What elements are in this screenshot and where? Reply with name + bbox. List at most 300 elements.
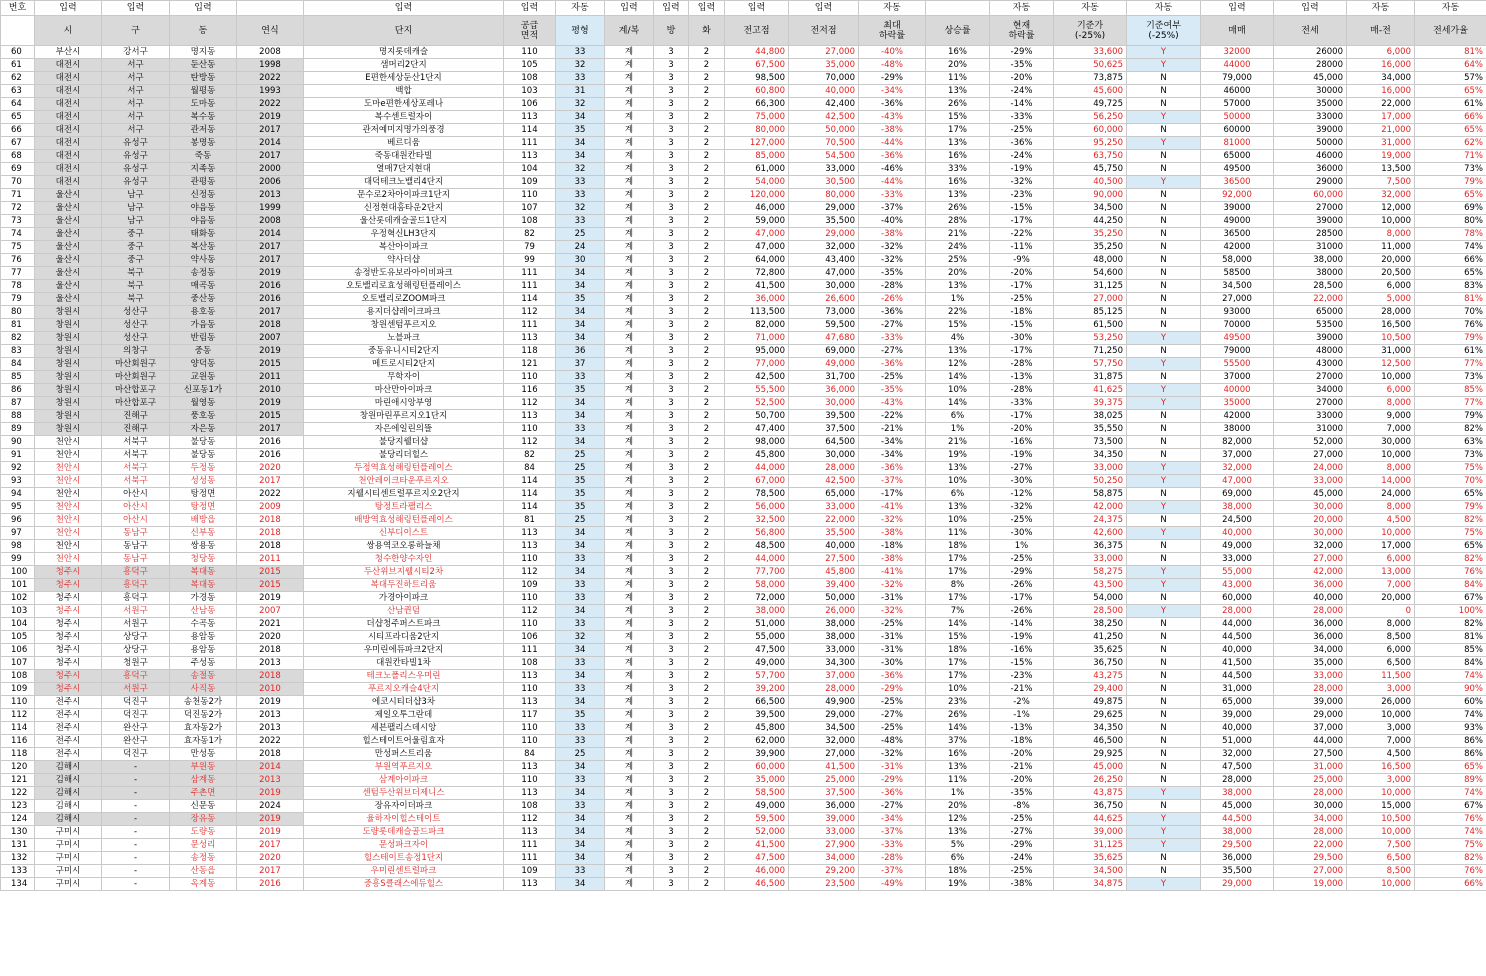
cell[interactable]: 34 bbox=[556, 839, 605, 852]
cell[interactable]: 79% bbox=[1415, 410, 1486, 423]
cell[interactable]: 오토밸리로ZOOM파크 bbox=[304, 293, 504, 306]
cell[interactable]: 복대두진하트리움 bbox=[304, 579, 504, 592]
cell[interactable]: 105 bbox=[504, 59, 556, 72]
cell[interactable]: 65% bbox=[1415, 488, 1486, 501]
cell[interactable]: 6% bbox=[926, 410, 990, 423]
cell[interactable]: 47,680 bbox=[789, 332, 859, 345]
cell[interactable]: 부원동 bbox=[170, 761, 237, 774]
cell[interactable]: 1999 bbox=[237, 202, 304, 215]
cell[interactable]: 계 bbox=[605, 488, 654, 501]
row-number[interactable]: 79 bbox=[1, 293, 35, 306]
cell[interactable]: -29% bbox=[990, 839, 1054, 852]
cell[interactable]: 86% bbox=[1415, 735, 1486, 748]
cell[interactable]: 57,700 bbox=[725, 670, 789, 683]
cell[interactable]: N bbox=[1127, 657, 1201, 670]
cell[interactable]: 63% bbox=[1415, 436, 1486, 449]
cell[interactable]: 힐스테이트어울림효자 bbox=[304, 735, 504, 748]
table-row[interactable] bbox=[1, 566, 1486, 579]
cell[interactable]: 3 bbox=[654, 540, 689, 553]
cell[interactable]: 44000 bbox=[1201, 59, 1274, 72]
cell[interactable]: 북구 bbox=[102, 280, 170, 293]
cell[interactable]: -36% bbox=[859, 358, 926, 371]
cell[interactable]: 109 bbox=[504, 865, 556, 878]
cell[interactable]: 34000 bbox=[1274, 384, 1347, 397]
cell[interactable]: 40,500 bbox=[1054, 176, 1127, 189]
cell[interactable]: 3 bbox=[654, 59, 689, 72]
cell[interactable]: 36,000 bbox=[789, 800, 859, 813]
cell[interactable]: 10,000 bbox=[1347, 787, 1415, 800]
cell[interactable]: 덕진구 bbox=[102, 696, 170, 709]
cell[interactable]: 17% bbox=[926, 592, 990, 605]
cell[interactable]: 2014 bbox=[237, 228, 304, 241]
cell[interactable]: N bbox=[1127, 553, 1201, 566]
column-header[interactable]: 화 bbox=[689, 16, 725, 46]
cell[interactable]: 33 bbox=[556, 800, 605, 813]
row-number[interactable]: 75 bbox=[1, 241, 35, 254]
cell[interactable]: 24,000 bbox=[1274, 462, 1347, 475]
cell[interactable]: 2019 bbox=[237, 826, 304, 839]
cell[interactable]: -24% bbox=[990, 150, 1054, 163]
cell[interactable]: 34 bbox=[556, 696, 605, 709]
cell[interactable]: 문성리 bbox=[170, 839, 237, 852]
column-type-header[interactable]: 입력 bbox=[725, 1, 789, 16]
table-row[interactable] bbox=[1, 319, 1486, 332]
cell[interactable]: 10,000 bbox=[1347, 527, 1415, 540]
cell[interactable]: 계 bbox=[605, 748, 654, 761]
cell[interactable]: 지족동 bbox=[170, 163, 237, 176]
cell[interactable]: -21% bbox=[859, 423, 926, 436]
cell[interactable]: 30,000 bbox=[789, 397, 859, 410]
cell[interactable]: 계 bbox=[605, 98, 654, 111]
cell[interactable]: -31% bbox=[859, 631, 926, 644]
cell[interactable]: 80,000 bbox=[789, 189, 859, 202]
cell[interactable]: 3 bbox=[654, 267, 689, 280]
cell[interactable]: -25% bbox=[990, 514, 1054, 527]
cell[interactable]: 30,000 bbox=[1274, 800, 1347, 813]
cell[interactable]: 34 bbox=[556, 826, 605, 839]
cell[interactable]: 64,500 bbox=[789, 436, 859, 449]
cell[interactable]: 구미시 bbox=[35, 878, 102, 891]
cell[interactable]: 2022 bbox=[237, 98, 304, 111]
cell[interactable]: 79% bbox=[1415, 332, 1486, 345]
cell[interactable]: Y bbox=[1127, 527, 1201, 540]
cell[interactable]: 55,000 bbox=[725, 631, 789, 644]
cell[interactable]: 3 bbox=[654, 137, 689, 150]
cell[interactable]: 110 bbox=[504, 371, 556, 384]
cell[interactable]: 63,750 bbox=[1054, 150, 1127, 163]
cell[interactable]: 청수한양수자인 bbox=[304, 553, 504, 566]
cell[interactable]: 구미시 bbox=[35, 852, 102, 865]
cell[interactable]: -32% bbox=[859, 605, 926, 618]
cell[interactable]: 32,000 bbox=[1201, 748, 1274, 761]
cell[interactable]: 울산시 bbox=[35, 202, 102, 215]
cell[interactable]: 19% bbox=[926, 878, 990, 891]
cell[interactable]: 72,000 bbox=[725, 592, 789, 605]
cell[interactable]: -27% bbox=[859, 319, 926, 332]
cell[interactable]: 45,000 bbox=[1201, 800, 1274, 813]
cell[interactable]: 66% bbox=[1415, 254, 1486, 267]
row-number[interactable]: 66 bbox=[1, 124, 35, 137]
cell[interactable]: 천안레이크타운푸르지오 bbox=[304, 475, 504, 488]
cell[interactable]: 15,000 bbox=[1347, 800, 1415, 813]
table-row[interactable] bbox=[1, 683, 1486, 696]
cell[interactable]: 50,700 bbox=[725, 410, 789, 423]
cell[interactable]: 61,500 bbox=[1054, 319, 1127, 332]
cell[interactable]: 71,250 bbox=[1054, 345, 1127, 358]
cell[interactable]: 81 bbox=[504, 514, 556, 527]
cell[interactable]: 삼계동 bbox=[170, 774, 237, 787]
cell[interactable]: N bbox=[1127, 735, 1201, 748]
cell[interactable]: -19% bbox=[990, 631, 1054, 644]
cell[interactable]: 2007 bbox=[237, 605, 304, 618]
cell[interactable]: -25% bbox=[859, 722, 926, 735]
cell[interactable]: 부원역푸르지오 bbox=[304, 761, 504, 774]
cell[interactable]: 두정역효성해링턴플레이스 bbox=[304, 462, 504, 475]
cell[interactable]: 3 bbox=[654, 98, 689, 111]
cell[interactable]: 창원시 bbox=[35, 384, 102, 397]
cell[interactable]: 양덕동 bbox=[170, 358, 237, 371]
cell[interactable]: 2 bbox=[689, 176, 725, 189]
cell[interactable]: 27,000 bbox=[1274, 865, 1347, 878]
cell[interactable]: 14% bbox=[926, 371, 990, 384]
cell[interactable]: 울산시 bbox=[35, 241, 102, 254]
cell[interactable]: 3,000 bbox=[1347, 683, 1415, 696]
cell[interactable]: 10,000 bbox=[1347, 449, 1415, 462]
cell[interactable]: 2018 bbox=[237, 527, 304, 540]
cell[interactable]: 112 bbox=[504, 813, 556, 826]
cell[interactable]: 42000 bbox=[1201, 241, 1274, 254]
row-number[interactable]: 62 bbox=[1, 72, 35, 85]
cell[interactable]: 34 bbox=[556, 150, 605, 163]
cell[interactable]: -32% bbox=[859, 514, 926, 527]
column-header[interactable]: 전세 bbox=[1274, 16, 1347, 46]
cell[interactable]: 8,000 bbox=[1347, 501, 1415, 514]
cell[interactable]: 2010 bbox=[237, 683, 304, 696]
cell[interactable]: 120,000 bbox=[725, 189, 789, 202]
cell[interactable]: 8% bbox=[926, 579, 990, 592]
cell[interactable]: 월영동 bbox=[170, 397, 237, 410]
cell[interactable]: -36% bbox=[859, 150, 926, 163]
cell[interactable]: -24% bbox=[990, 852, 1054, 865]
cell[interactable]: 2 bbox=[689, 358, 725, 371]
row-number[interactable]: 91 bbox=[1, 449, 35, 462]
cell[interactable]: 35 bbox=[556, 709, 605, 722]
cell[interactable]: 39,000 bbox=[1054, 826, 1127, 839]
cell[interactable]: 신문동 bbox=[170, 800, 237, 813]
cell[interactable]: 17% bbox=[926, 670, 990, 683]
cell[interactable]: 13% bbox=[926, 345, 990, 358]
cell[interactable]: 34 bbox=[556, 397, 605, 410]
cell[interactable]: 2 bbox=[689, 241, 725, 254]
cell[interactable]: 용암동 bbox=[170, 631, 237, 644]
cell[interactable]: 34 bbox=[556, 761, 605, 774]
cell[interactable]: 36,000 bbox=[1274, 618, 1347, 631]
cell[interactable]: 60,000 bbox=[1201, 592, 1274, 605]
cell[interactable]: 50,000 bbox=[789, 592, 859, 605]
cell[interactable]: 31,875 bbox=[1054, 371, 1127, 384]
table-row[interactable] bbox=[1, 46, 1486, 59]
cell[interactable]: 32 bbox=[556, 59, 605, 72]
cell[interactable]: 3 bbox=[654, 72, 689, 85]
cell[interactable]: -33% bbox=[990, 397, 1054, 410]
cell[interactable]: 31,000 bbox=[1347, 137, 1415, 150]
cell[interactable]: 17% bbox=[926, 566, 990, 579]
cell[interactable]: 62% bbox=[1415, 137, 1486, 150]
cell[interactable]: 계 bbox=[605, 358, 654, 371]
cell[interactable]: 흥덕구 bbox=[102, 670, 170, 683]
cell[interactable]: 39,500 bbox=[789, 410, 859, 423]
cell[interactable]: 84% bbox=[1415, 579, 1486, 592]
cell[interactable]: 28% bbox=[926, 215, 990, 228]
cell[interactable]: -16% bbox=[990, 644, 1054, 657]
cell[interactable]: 교원동 bbox=[170, 371, 237, 384]
cell[interactable]: 106 bbox=[504, 631, 556, 644]
cell[interactable]: 계 bbox=[605, 722, 654, 735]
cell[interactable]: 34,000 bbox=[789, 852, 859, 865]
cell[interactable]: 대전시 bbox=[35, 59, 102, 72]
cell[interactable]: 40,000 bbox=[1201, 722, 1274, 735]
cell[interactable]: -36% bbox=[859, 787, 926, 800]
cell[interactable]: 44,000 bbox=[725, 462, 789, 475]
table-row[interactable] bbox=[1, 488, 1486, 501]
cell[interactable]: 계 bbox=[605, 657, 654, 670]
cell[interactable]: 66% bbox=[1415, 111, 1486, 124]
cell[interactable]: 34 bbox=[556, 670, 605, 683]
cell[interactable]: -20% bbox=[990, 748, 1054, 761]
cell[interactable]: - bbox=[102, 826, 170, 839]
cell[interactable]: 103 bbox=[504, 85, 556, 98]
cell[interactable]: 3 bbox=[654, 111, 689, 124]
cell[interactable]: 흥덕구 bbox=[102, 592, 170, 605]
cell[interactable]: -19% bbox=[990, 163, 1054, 176]
column-header[interactable]: 단지 bbox=[304, 16, 504, 46]
cell[interactable]: 34 bbox=[556, 410, 605, 423]
cell[interactable]: 34 bbox=[556, 267, 605, 280]
column-type-header[interactable]: 자동 bbox=[859, 1, 926, 16]
cell[interactable]: 26% bbox=[926, 202, 990, 215]
cell[interactable]: 22,000 bbox=[1274, 293, 1347, 306]
cell[interactable]: -41% bbox=[859, 501, 926, 514]
cell[interactable]: -38% bbox=[859, 553, 926, 566]
cell[interactable]: 111 bbox=[504, 839, 556, 852]
cell[interactable]: 27,000 bbox=[1054, 293, 1127, 306]
cell[interactable]: 2 bbox=[689, 137, 725, 150]
cell[interactable]: 에코시티더샵3차 bbox=[304, 696, 504, 709]
cell[interactable]: 6,500 bbox=[1347, 657, 1415, 670]
cell[interactable]: 67,500 bbox=[725, 59, 789, 72]
cell[interactable]: 울산시 bbox=[35, 228, 102, 241]
cell[interactable]: 2019 bbox=[237, 397, 304, 410]
row-number[interactable]: 90 bbox=[1, 436, 35, 449]
cell[interactable]: 창원시 bbox=[35, 423, 102, 436]
cell[interactable]: N bbox=[1127, 85, 1201, 98]
cell[interactable]: 20% bbox=[926, 267, 990, 280]
cell[interactable]: 신부디이스트 bbox=[304, 527, 504, 540]
cell[interactable]: 계 bbox=[605, 605, 654, 618]
cell[interactable]: -37% bbox=[859, 865, 926, 878]
row-number[interactable]: 65 bbox=[1, 111, 35, 124]
cell[interactable]: Y bbox=[1127, 59, 1201, 72]
cell[interactable]: 37000 bbox=[1201, 371, 1274, 384]
cell[interactable]: 김해시 bbox=[35, 761, 102, 774]
cell[interactable]: 계 bbox=[605, 631, 654, 644]
cell[interactable]: 113 bbox=[504, 826, 556, 839]
cell[interactable]: -35% bbox=[990, 59, 1054, 72]
cell[interactable]: 동남구 bbox=[102, 553, 170, 566]
cell[interactable]: N bbox=[1127, 371, 1201, 384]
row-number[interactable]: 112 bbox=[1, 709, 35, 722]
cell[interactable]: 계 bbox=[605, 397, 654, 410]
cell[interactable]: 성산구 bbox=[102, 319, 170, 332]
cell[interactable]: 2 bbox=[689, 228, 725, 241]
cell[interactable]: 32,000 bbox=[789, 735, 859, 748]
cell[interactable]: 노블파크 bbox=[304, 332, 504, 345]
cell[interactable]: 계 bbox=[605, 176, 654, 189]
cell[interactable]: 81000 bbox=[1201, 137, 1274, 150]
cell[interactable]: 2 bbox=[689, 514, 725, 527]
cell[interactable]: 2 bbox=[689, 410, 725, 423]
cell[interactable]: 39,200 bbox=[725, 683, 789, 696]
cell[interactable]: 계 bbox=[605, 800, 654, 813]
cell[interactable]: 주성동 bbox=[170, 657, 237, 670]
cell[interactable]: 22% bbox=[926, 306, 990, 319]
cell[interactable]: 25 bbox=[556, 228, 605, 241]
cell[interactable]: 2 bbox=[689, 449, 725, 462]
cell[interactable]: 82% bbox=[1415, 423, 1486, 436]
cell[interactable]: 10% bbox=[926, 384, 990, 397]
cell[interactable]: 3 bbox=[654, 566, 689, 579]
cell[interactable]: -46% bbox=[859, 163, 926, 176]
cell[interactable]: 2016 bbox=[237, 449, 304, 462]
cell[interactable]: -27% bbox=[859, 709, 926, 722]
cell[interactable]: -25% bbox=[859, 696, 926, 709]
cell[interactable]: 용암동 bbox=[170, 644, 237, 657]
column-header[interactable]: 전세가율 bbox=[1415, 16, 1486, 46]
cell[interactable]: 베르디움 bbox=[304, 137, 504, 150]
cell[interactable]: 109 bbox=[504, 579, 556, 592]
cell[interactable]: 36,750 bbox=[1054, 657, 1127, 670]
cell[interactable]: -23% bbox=[990, 189, 1054, 202]
cell[interactable]: 31,125 bbox=[1054, 839, 1127, 852]
cell[interactable]: 3 bbox=[654, 618, 689, 631]
table-row[interactable] bbox=[1, 293, 1486, 306]
cell[interactable]: 2018 bbox=[237, 514, 304, 527]
cell[interactable]: 울산시 bbox=[35, 189, 102, 202]
cell[interactable]: 2 bbox=[689, 111, 725, 124]
cell[interactable]: 74% bbox=[1415, 709, 1486, 722]
cell[interactable]: 덕진동2가 bbox=[170, 709, 237, 722]
cell[interactable]: N bbox=[1127, 306, 1201, 319]
cell[interactable]: 60,800 bbox=[725, 85, 789, 98]
cell[interactable]: Y bbox=[1127, 358, 1201, 371]
cell[interactable]: 사직동 bbox=[170, 683, 237, 696]
cell[interactable]: 도마동 bbox=[170, 98, 237, 111]
cell[interactable]: 38,000 bbox=[1201, 787, 1274, 800]
cell[interactable]: 매곡동 bbox=[170, 280, 237, 293]
cell[interactable]: -35% bbox=[859, 267, 926, 280]
cell[interactable]: 32,000 bbox=[1274, 540, 1347, 553]
cell[interactable]: 2016 bbox=[237, 293, 304, 306]
cell[interactable]: 61,000 bbox=[725, 163, 789, 176]
cell[interactable]: 58,000 bbox=[725, 579, 789, 592]
cell[interactable]: 2019 bbox=[237, 696, 304, 709]
cell[interactable]: 27,500 bbox=[789, 553, 859, 566]
cell[interactable]: 2020 bbox=[237, 631, 304, 644]
cell[interactable]: -38% bbox=[859, 527, 926, 540]
cell[interactable]: 65% bbox=[1415, 85, 1486, 98]
cell[interactable]: 3 bbox=[654, 501, 689, 514]
cell[interactable]: 33 bbox=[556, 722, 605, 735]
cell[interactable]: 둔산동 bbox=[170, 59, 237, 72]
cell[interactable]: 전주시 bbox=[35, 709, 102, 722]
cell[interactable]: 우정혁신LH3단지 bbox=[304, 228, 504, 241]
cell[interactable]: 92,000 bbox=[1201, 189, 1274, 202]
cell[interactable]: 38,000 bbox=[1201, 501, 1274, 514]
cell[interactable]: 천안시 bbox=[35, 462, 102, 475]
cell[interactable]: 59,500 bbox=[725, 813, 789, 826]
cell[interactable]: 풍호동 bbox=[170, 410, 237, 423]
row-number[interactable]: 100 bbox=[1, 566, 35, 579]
cell[interactable]: 89% bbox=[1415, 774, 1486, 787]
cell[interactable]: 센텀두산위브더제니스 bbox=[304, 787, 504, 800]
cell[interactable]: 29,400 bbox=[1054, 683, 1127, 696]
cell[interactable]: 111 bbox=[504, 280, 556, 293]
cell[interactable]: 창원시 bbox=[35, 410, 102, 423]
cell[interactable]: 계 bbox=[605, 527, 654, 540]
cell[interactable]: 신정동 bbox=[170, 189, 237, 202]
cell[interactable]: 35,250 bbox=[1054, 228, 1127, 241]
cell[interactable]: 불당동 bbox=[170, 449, 237, 462]
cell[interactable]: 2 bbox=[689, 280, 725, 293]
cell[interactable]: 38000 bbox=[1274, 267, 1347, 280]
cell[interactable]: 39000 bbox=[1201, 202, 1274, 215]
cell[interactable]: 58,875 bbox=[1054, 488, 1127, 501]
cell[interactable]: -17% bbox=[859, 488, 926, 501]
cell[interactable]: 3 bbox=[654, 605, 689, 618]
cell[interactable]: -49% bbox=[859, 878, 926, 891]
cell[interactable]: N bbox=[1127, 98, 1201, 111]
cell[interactable]: 천안시 bbox=[35, 514, 102, 527]
cell[interactable]: 2022 bbox=[237, 488, 304, 501]
cell[interactable]: N bbox=[1127, 241, 1201, 254]
cell[interactable]: 대전시 bbox=[35, 163, 102, 176]
cell[interactable]: 7,000 bbox=[1347, 579, 1415, 592]
cell[interactable]: 3 bbox=[654, 176, 689, 189]
cell[interactable]: 16,500 bbox=[1347, 761, 1415, 774]
cell[interactable]: 8,500 bbox=[1347, 631, 1415, 644]
column-header[interactable]: 상승률 bbox=[926, 16, 990, 46]
cell[interactable]: 58,500 bbox=[725, 787, 789, 800]
cell[interactable]: N bbox=[1127, 618, 1201, 631]
cell[interactable]: 성산구 bbox=[102, 306, 170, 319]
cell[interactable]: -26% bbox=[990, 605, 1054, 618]
cell[interactable]: -37% bbox=[859, 475, 926, 488]
cell[interactable]: 33,000 bbox=[789, 644, 859, 657]
cell[interactable]: 10% bbox=[926, 514, 990, 527]
cell[interactable]: 계 bbox=[605, 670, 654, 683]
cell[interactable]: 39,000 bbox=[789, 813, 859, 826]
cell[interactable]: 3 bbox=[654, 592, 689, 605]
cell[interactable]: 3 bbox=[654, 553, 689, 566]
cell[interactable]: 계 bbox=[605, 644, 654, 657]
cell[interactable]: 46000 bbox=[1274, 150, 1347, 163]
cell[interactable]: 36,000 bbox=[1201, 852, 1274, 865]
cell[interactable]: 10,000 bbox=[1347, 371, 1415, 384]
cell[interactable]: 110 bbox=[504, 722, 556, 735]
cell[interactable]: 28500 bbox=[1274, 228, 1347, 241]
column-type-header[interactable]: 입력 bbox=[102, 1, 170, 16]
cell[interactable]: 계 bbox=[605, 566, 654, 579]
